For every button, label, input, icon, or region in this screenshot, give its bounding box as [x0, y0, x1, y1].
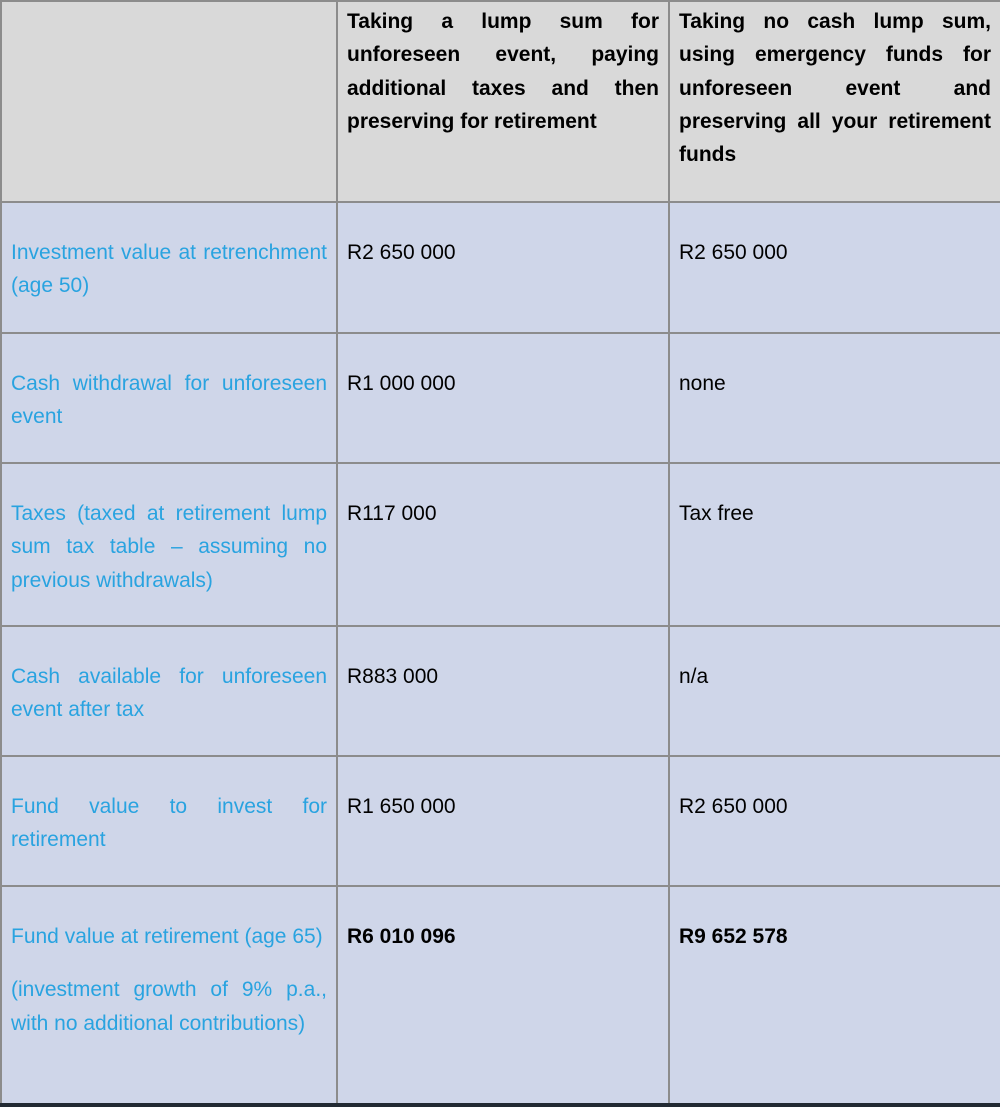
row-label: Fund value to invest for retirement — [1, 756, 337, 886]
option-b-value: R2 650 000 — [669, 756, 1000, 886]
option-b-value: n/a — [669, 626, 1000, 756]
row-label: Taxes (taxed at retirement lump sum tax table – assuming no previous withdrawals) — [1, 463, 337, 626]
bottom-edge — [0, 1103, 1000, 1107]
table-row — [1, 886, 1000, 1104]
option-a-value: R883 000 — [337, 626, 669, 756]
row-label: Cash withdrawal for unforeseen event — [1, 333, 337, 463]
row-label: Investment value at retrenchment (age 50) — [1, 202, 337, 333]
option-a-value: R1 650 000 — [337, 756, 669, 886]
option-b-value: R2 650 000 — [669, 202, 1000, 333]
header-option-b: Taking no cash lump sum, using emergency funds for unforeseen event and preserving all your retirement funds — [669, 1, 1000, 202]
row-label: Cash available for unforeseen event after tax — [1, 626, 337, 756]
row-label: Fund value at retirement (age 65) — [11, 925, 323, 948]
table-row — [1, 626, 1000, 756]
table-row — [1, 756, 1000, 886]
header-row — [1, 1, 1000, 202]
table-row — [1, 202, 1000, 333]
option-a-value: R117 000 — [337, 463, 669, 626]
header-option-a: Taking a lump sum for unforeseen event, paying additional taxes and then preserving for retirement — [337, 1, 669, 202]
option-a-value: R6 010 096 — [337, 886, 669, 1104]
option-b-value: none — [669, 333, 1000, 463]
row-label-cell — [1, 886, 337, 1104]
option-b-value: Tax free — [669, 463, 1000, 626]
header-corner-cell — [1, 1, 337, 202]
option-a-value: R1 000 000 — [337, 333, 669, 463]
option-a-value: R2 650 000 — [337, 202, 669, 333]
table-row — [1, 463, 1000, 626]
row-label-note: (investment growth of 9% p.a., with no additional contributions) — [11, 978, 327, 1035]
table-row — [1, 333, 1000, 463]
option-b-value: R9 652 578 — [669, 886, 1000, 1104]
